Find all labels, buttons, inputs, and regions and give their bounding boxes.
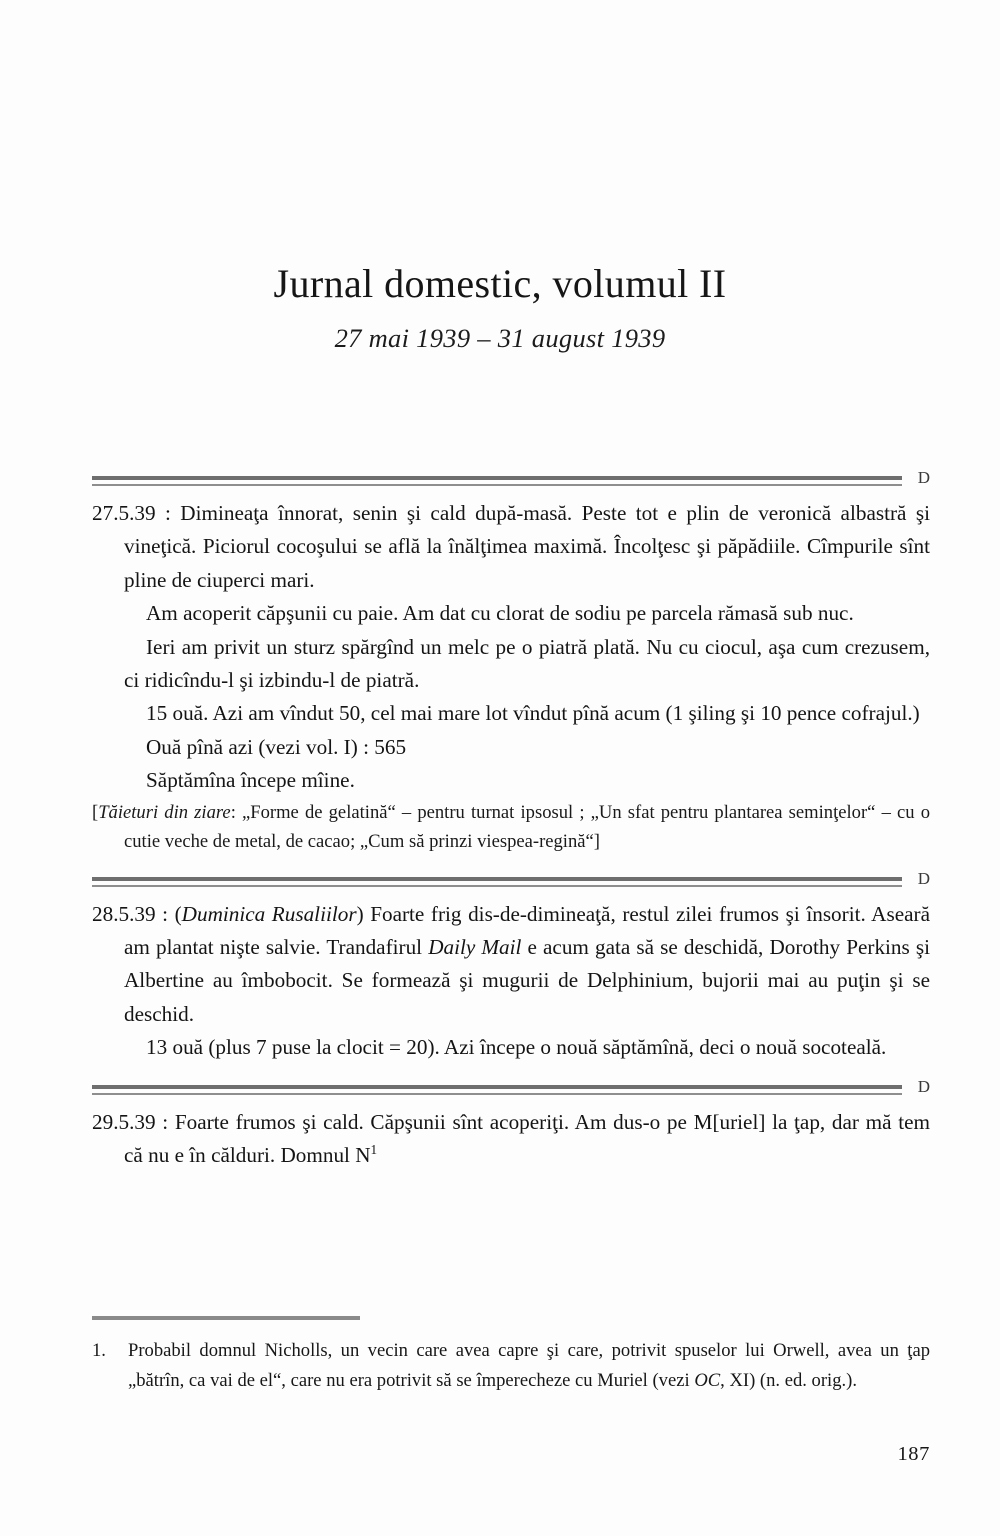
entry-paragraph — [92, 898, 930, 1032]
footnote-separator-rule — [92, 1316, 360, 1320]
footnote-text-part-2: , XI) (n. ed. orig.). — [720, 1369, 857, 1391]
separator-rule-thick — [92, 877, 902, 881]
entry-paragraph: 13 ouă (plus 7 puse la clocit = 20). Azi începe o nouă săptămînă, deci o nouă socoteală. — [146, 1035, 887, 1060]
clipping-italic-lead: Tăieturi din ziare — [98, 801, 231, 823]
title-block — [0, 262, 1000, 354]
footnote-number: 1. — [92, 1340, 106, 1361]
entry-paragraph — [92, 1106, 930, 1173]
entry-separator — [92, 1076, 930, 1098]
entry-paragraph: Ieri am privit un sturz spărgînd un melc pe o piatră plată. Nu cu ciocul, aşa cum crezusem, ci ridicîndu-l şi izbindu-l de piatră. — [124, 634, 930, 693]
separator-marker-d: D — [917, 1076, 930, 1096]
journal-entry-2 — [92, 898, 930, 1065]
entry-italic-phrase: Duminica Rusaliilor — [181, 901, 357, 926]
entry-gap — [92, 857, 930, 877]
entry-paragraph: Ouă pînă azi (vezi vol. I) : 565 — [146, 734, 407, 759]
entry-text-tail: e acum gata să se deschidă, Dorothy Perkins şi Albertine au îmbobocit. Se formează şi mugurii de Delphinium, bujorii mai au puţin şi se deschid. — [124, 935, 931, 1026]
entry-separator — [92, 868, 930, 890]
entry-paragraph: Am acoperit căpşunii cu paie. Am dat cu clorat de sodiu pe parcela rămasă sub nuc. — [146, 601, 854, 626]
entry-gap — [92, 1065, 930, 1085]
footnote-italic-reference: OC — [694, 1369, 721, 1391]
separator-marker-d: D — [917, 868, 930, 888]
footnote-1 — [92, 1336, 930, 1395]
entry-paragraph: Săptămîna începe mîine. — [146, 768, 355, 793]
journal-entry-1 — [92, 497, 930, 857]
page-subtitle: 27 mai 1939 – 31 august 1939 — [334, 322, 666, 353]
footnote-area — [92, 1316, 930, 1395]
entry-paragraph: 15 ouă. Azi am vîndut 50, cel mai mare lot vîndut pînă acum (1 şiling şi 10 pence cofrajul.) — [146, 701, 920, 726]
newspaper-clipping-note — [92, 798, 930, 857]
body-column — [92, 468, 931, 1173]
separator-rule-thin — [92, 885, 902, 887]
journal-entry-3 — [92, 1106, 930, 1173]
page-number: 187 — [897, 1443, 930, 1465]
separator-rule-thin — [92, 1093, 902, 1095]
entry-italic-title: Daily Mail — [428, 935, 522, 960]
entry-text: 29.5.39 : Foarte frumos şi cald. Căpşunii sînt acoperiţi. Am dus-o pe M[uriel] la ţap, dar mă tem că nu e în călduri. Domnul N — [92, 1109, 930, 1168]
separator-rule-thick — [92, 476, 902, 480]
entry-paragraph: 27.5.39 : Dimineaţa înnorat, senin şi cald după-masă. Peste tot e plin de veronică albastră şi vineţică. Piciorul cocoşului se află la înălţimea maximă. Încolţesc şi păpădiile. Cîmpurile sînt pline de ciuperci mari. — [92, 501, 930, 592]
entry-separator — [92, 468, 930, 489]
separator-rule-thin — [92, 484, 902, 486]
entry-date-lead: 28.5.39 : ( — [92, 901, 182, 926]
clipping-open-bracket: [ — [92, 801, 99, 823]
entry-text-mid: ) Foarte frig dis-de-dimineaţă, restul zilei frumos şi însorit. Aseară am plantat nişte salvie. Trandafirul — [124, 901, 931, 960]
footnote-text-part-1: Probabil domnul Nicholls, un vecin care avea capre şi care, potrivit spuselor lui Orwell, avea un ţap „bătrîn, ca vai de el“, care nu era potrivit să se împerecheze cu Muriel (vezi — [128, 1340, 930, 1391]
footnote-reference-marker[interactable]: 1 — [370, 1142, 378, 1158]
page-title: Jurnal domestic, volumul II — [273, 261, 727, 306]
separator-rule-thick — [92, 1085, 902, 1089]
clipping-body: : „Forme de gelatină“ – pentru turnat ipsosul ; „Un sfat pentru plantarea seminţelor“ – cu o cutie veche de metal, de cacao; „Cum să prinzi viespea-regină“] — [124, 801, 931, 853]
separator-marker-d: D — [917, 468, 930, 487]
